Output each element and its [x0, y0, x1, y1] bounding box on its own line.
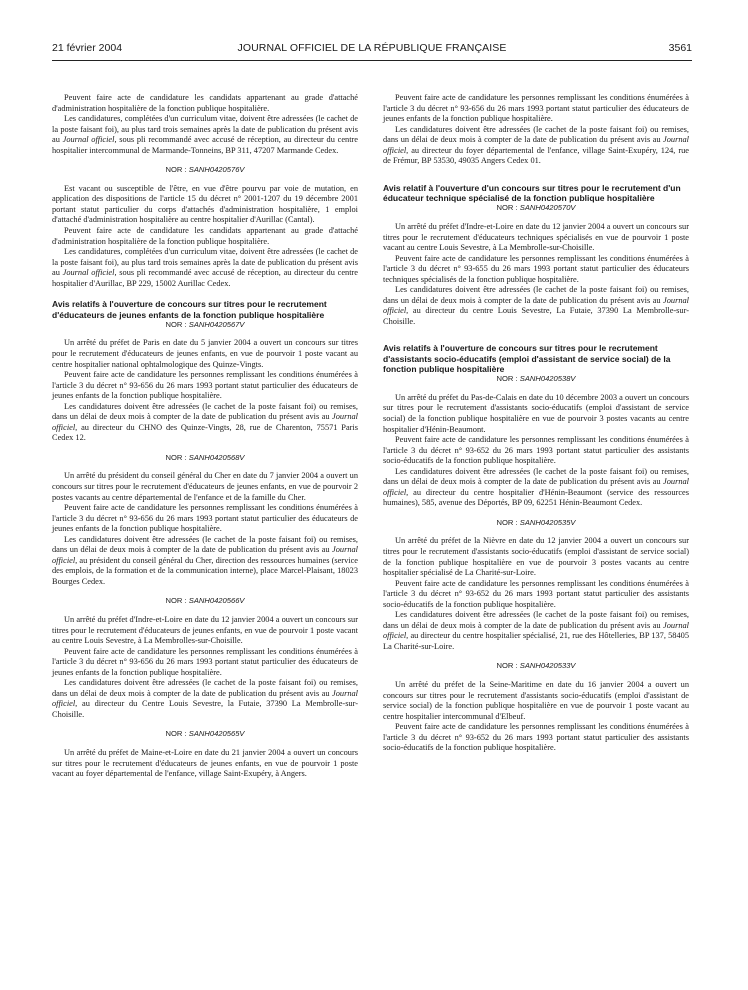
paragraph: Peuvent faire acte de candidature les personnes remplissant les conditions énumérées à l'article 3 du décret n° 93-652 du 26 mars 1993 portant statut particulier des assistants socio-éducatifs de la fonction publique hospitalière.	[383, 578, 689, 609]
paragraph: Peuvent faire acte de candidature les personnes remplissant les conditions énumérées à l'article 3 du décret n° 93-656 du 26 mars 1993 portant statut particulier des éducateurs de jeunes enfants de la fonction publique hospitalière.	[52, 370, 358, 401]
section-title: Avis relatif à l'ouverture d'un concours sur titres pour le recrutement d'un éducateur technique spécialisé de la fonction publique hospitalière	[383, 182, 681, 204]
header-rule	[52, 60, 692, 61]
italic-term: Journal officiel	[383, 135, 689, 155]
paragraph: Les candidatures doivent être adressées (le cachet de la poste faisant foi) ou remises, dans un délai de deux mois à compter de la date de publication du présent avis au Journal officiel, au directeur du foyer départemental de l'enfance, village Saint-Exupéry, 124, rue de Frémur, BP 53530, 49035 Angers Cedex 01.	[383, 124, 689, 166]
nor-code: SANH0420568V	[188, 452, 245, 462]
paragraph: Un arrêté du préfet de Paris en date du 5 janvier 2004 a ouvert un concours sur titres pour le recrutement d'éducateurs de jeunes enfants, en vue de pourvoir 1 poste vacant au centre hospitalier national ophtalmologique des Quinze-Vingts.	[52, 338, 358, 369]
nor-label: NOR :	[165, 596, 187, 606]
section-title: Avis relatifs à l'ouverture de concours sur titres pour le recrutement d'assistants socio-éducatifs (emploi d'assistant de service social) de la fonction publique hospitalière	[383, 343, 671, 375]
nor-reference	[383, 203, 689, 214]
nor-reference	[52, 165, 358, 176]
paragraph: Les candidatures doivent être adressées (le cachet de la poste faisant foi) ou remises, dans un délai de deux mois à compter de la date de publication du présent avis au Journal officiel, au directeur du centre hospitalier spécialisé, 21, rue des Hôtelleries, BP 137, 58405 La Charité-sur-Loire.	[383, 610, 689, 651]
italic-term: Journal officiel	[52, 688, 358, 709]
nor-label: NOR :	[496, 661, 518, 671]
left-column	[52, 93, 358, 780]
nor-label: NOR :	[496, 203, 518, 213]
nor-reference	[52, 320, 358, 331]
nor-code: SANH0420567V	[188, 319, 245, 329]
section-title: Avis relatifs à l'ouverture de concours sur titres pour le recrutement d'éducateurs de jeunes enfants de la fonction publique hospitalière	[52, 299, 327, 320]
page-header	[52, 42, 692, 56]
italic-term: Journal officiel	[52, 412, 358, 432]
paragraph: Les candidatures doivent être adressées (le cachet de la poste faisant foi) ou remises, dans un délai de deux mois à compter de la date de publication du présent avis au Journal officiel, au directeur du CHNO des Quinze-Vingts, 28, rue de Charenton, 75571 Paris Cedex 12.	[52, 401, 358, 443]
nor-reference	[383, 518, 689, 529]
paragraph: Est vacant ou susceptible de l'être, en vue d'être pourvu par voie de mutation, en application des dispositions de l'article 15 du décret n° 2001-1207 du 19 décembre 2001 portant statut particulier du corps d'attachés d'administration hospitalière, 1 emploi d'attaché d'administration hospitalière au centre hospitalier d'Aurillac (Cantal).	[52, 183, 358, 225]
paragraph: Peuvent faire acte de candidature les personnes remplissant les conditions énumérées à l'article 3 du décret n° 93-656 du 26 mars 1993 portant statut particulier des éducateurs de jeunes enfants de la fonction publique hospitalière.	[52, 646, 358, 677]
paragraph: Les candidatures doivent être adressées (le cachet de la poste faisant foi) ou remises, dans un délai de deux mois à compter de la date de publication du présent avis au Journal officiel, au directeur du centre hospitalier d'Hénin-Beaumont (service des ressources humaines), 585, avenue des Déportés, BP 09, 62251 Hénin-Beaumont Cedex.	[383, 466, 689, 508]
paragraph: Les candidatures doivent être adressées (le cachet de la poste faisant foi) ou remises, dans un délai de deux mois à compter de la date de publication du présent avis au Journal officiel, au président du conseil général du Cher, direction des ressources humaines (service des emplois, de la formation et de la communication interne), place Marcel-Plaisant, 18023 Bourges Cedex.	[52, 534, 358, 586]
italic-term: Journal officiel	[62, 135, 115, 145]
nor-code: SANH0420570V	[519, 203, 576, 213]
paragraph: Peuvent faire acte de candidature les personnes remplissant les conditions énumérées à l'article 3 du décret n° 93-652 du 26 mars 1993 portant statut particulier des assistants socio-éducatifs de la fonction publique hospitalière.	[383, 722, 689, 753]
paragraph: Peuvent faire acte de candidature les personnes remplissant les conditions énumérées à l'article 3 du décret n° 93-656 du 26 mars 1993 portant statut particulier des éducateurs de jeunes enfants de la fonction publique hospitalière.	[383, 93, 689, 124]
nor-label: NOR :	[165, 452, 187, 462]
nor-code: SANH0420533V	[519, 661, 576, 671]
nor-reference	[383, 661, 689, 672]
nor-label: NOR :	[496, 374, 518, 384]
italic-term: Journal officiel	[52, 545, 358, 565]
italic-term: Journal officiel	[62, 268, 115, 278]
italic-term: Journal officiel	[383, 477, 689, 497]
issue-date: 21 février 2004	[52, 42, 123, 54]
nor-label: NOR :	[496, 517, 518, 527]
nor-reference	[52, 453, 358, 464]
paragraph: Les candidatures doivent être adressées (le cachet de la poste faisant foi) ou remises, dans un délai de deux mois à compter de la date de publication du présent avis au Journal officiel, au directeur du centre Louis Sevestre, La Futaie, 37390 La Membrolle-sur-Choisille.	[383, 285, 689, 326]
nor-label: NOR :	[165, 165, 187, 175]
page-number: 3561	[668, 42, 692, 54]
paragraph: Peuvent faire acte de candidature les personnes remplissant les conditions énumérées à l'article 3 du décret n° 93-656 du 26 mars 1993 portant statut particulier des éducateurs de jeunes enfants de la fonction publique hospitalière.	[52, 503, 358, 534]
nor-reference	[52, 729, 358, 740]
nor-reference	[52, 596, 358, 607]
paragraph: Un arrêté du préfet de la Nièvre en date du 12 janvier 2004 a ouvert un concours sur titres pour le recrutement d'assistants socio-éducatifs (emploi d'assistant de service social) de la fonction publique hospitalière en vue de pourvoir 3 postes vacants au centre hospitalier spécialisé de La Charité-sur-Loire.	[383, 536, 689, 578]
paragraph: Peuvent faire acte de candidature les personnes remplissant les conditions énumérées à l'article 3 du décret n° 93-655 du 26 mars 1993 portant statut particulier des éducateurs techniques spécialisés de la fonction publique hospitalière.	[383, 253, 689, 284]
nor-code: SANH0420565V	[188, 729, 245, 739]
paragraph: Un arrêté du préfet de la Seine-Maritime en date du 16 janvier 2004 a ouvert un concours sur titres pour le recrutement d'assistants socio-éducatifs (emploi d'assistant de service social) de la fonction publique hospitalière en vue de pourvoir 1 poste vacant au centre hospitalier intercommunal d'Elbeuf.	[383, 680, 689, 721]
nor-code: SANH0420576V	[188, 165, 245, 175]
nor-code: SANH0420538V	[519, 374, 576, 384]
right-column	[383, 93, 689, 754]
paragraph: Les candidatures, complétées d'un curriculum vitae, doivent être adressées (le cachet de la poste faisant foi), au plus tard trois semaines après la date de publication du présent avis au Journal officiel, sous pli recommandé avec accusé de réception, au directeur du centre hospitalier d'Aurillac, BP 229, 15002 Aurillac Cedex.	[52, 247, 359, 288]
italic-term: Journal officiel	[383, 620, 689, 641]
nor-code: SANH0420566V	[188, 596, 245, 606]
paragraph: Un arrêté du président du conseil général du Cher en date du 7 janvier 2004 a ouvert un concours sur titres pour le recrutement d'éducateurs de jeunes enfants, en vue de pourvoir 2 postes vacants au centre départemental de l'enfance et de la famille du Cher.	[52, 471, 358, 502]
nor-code: SANH0420535V	[519, 517, 576, 527]
paragraph: Peuvent faire acte de candidature les personnes remplissant les conditions énumérées à l'article 3 du décret n° 93-652 du 26 mars 1993 portant statut particulier des assistants socio-éducatifs de la fonction publique hospitalière.	[383, 435, 689, 466]
paragraph: Un arrêté du préfet d'Indre-et-Loire en date du 12 janvier 2004 a ouvert un concours sur titres pour le recrutement d'éducateurs techniques spécialisés en vue de pourvoir 1 poste vacant au centre Louis Sevestre, à La Membrolle-sur-Choisille.	[383, 221, 689, 253]
paragraph: Un arrêté du préfet de Maine-et-Loire en date du 21 janvier 2004 a ouvert un concours sur titres pour le recrutement d'éducateurs de jeunes enfants, en vue de pourvoir 1 poste vacant au foyer départemental de l'enfance, village Saint-Exupéry, à Angers.	[52, 748, 358, 779]
nor-label: NOR :	[165, 319, 187, 329]
italic-term: Journal officiel	[383, 295, 689, 316]
paragraph: Un arrêté du préfet d'Indre-et-Loire en date du 12 janvier 2004 a ouvert un concours sur titres pour le recrutement d'éducateurs de jeunes enfants, en vue de pourvoir 1 poste vacant au centre Louis Sevestre, à La Membrolles-sur-Choisille.	[52, 615, 358, 646]
journal-title: JOURNAL OFFICIEL DE LA RÉPUBLIQUE FRANÇAISE	[237, 42, 507, 54]
paragraph: Les candidatures, complétées d'un curriculum vitae, doivent être adressées (le cachet de la poste faisant foi), au plus tard trois semaines après la date de publication du présent avis au Journal officiel, sous pli recommandé avec accusé de réception, au directeur du centre hospitalier intercommunal de Marmande-Tonneins, BP 311, 47207 Marmande Cedex.	[52, 114, 359, 155]
nor-reference	[383, 374, 689, 385]
paragraph: Les candidatures doivent être adressées (le cachet de la poste faisant foi) ou remises, dans un délai de deux mois à compter de la date de publication du présent avis au Journal officiel, au directeur du Centre Louis Sevestre, la Futaie, 37390 La Membrolle-sur-Choisille.	[52, 678, 358, 719]
paragraph: Peuvent faire acte de candidature les candidats appartenant au grade d'attaché d'administration hospitalière de la fonction publique hospitalière.	[52, 226, 358, 246]
paragraph: Peuvent faire acte de candidature les candidats appartenant au grade d'attaché d'administration hospitalière de la fonction publique hospitalière.	[52, 93, 358, 113]
paragraph: Un arrêté du préfet du Pas-de-Calais en date du 10 décembre 2003 a ouvert un concours sur titres pour le recrutement d'assistants socio-éducatifs (emploi d'assistant de service social) de la fonction publique hospitalière en vue de pourvoir 3 postes vacants au centre hospitalier d'Hénin-Beaumont.	[383, 392, 689, 434]
nor-label: NOR :	[165, 729, 187, 739]
